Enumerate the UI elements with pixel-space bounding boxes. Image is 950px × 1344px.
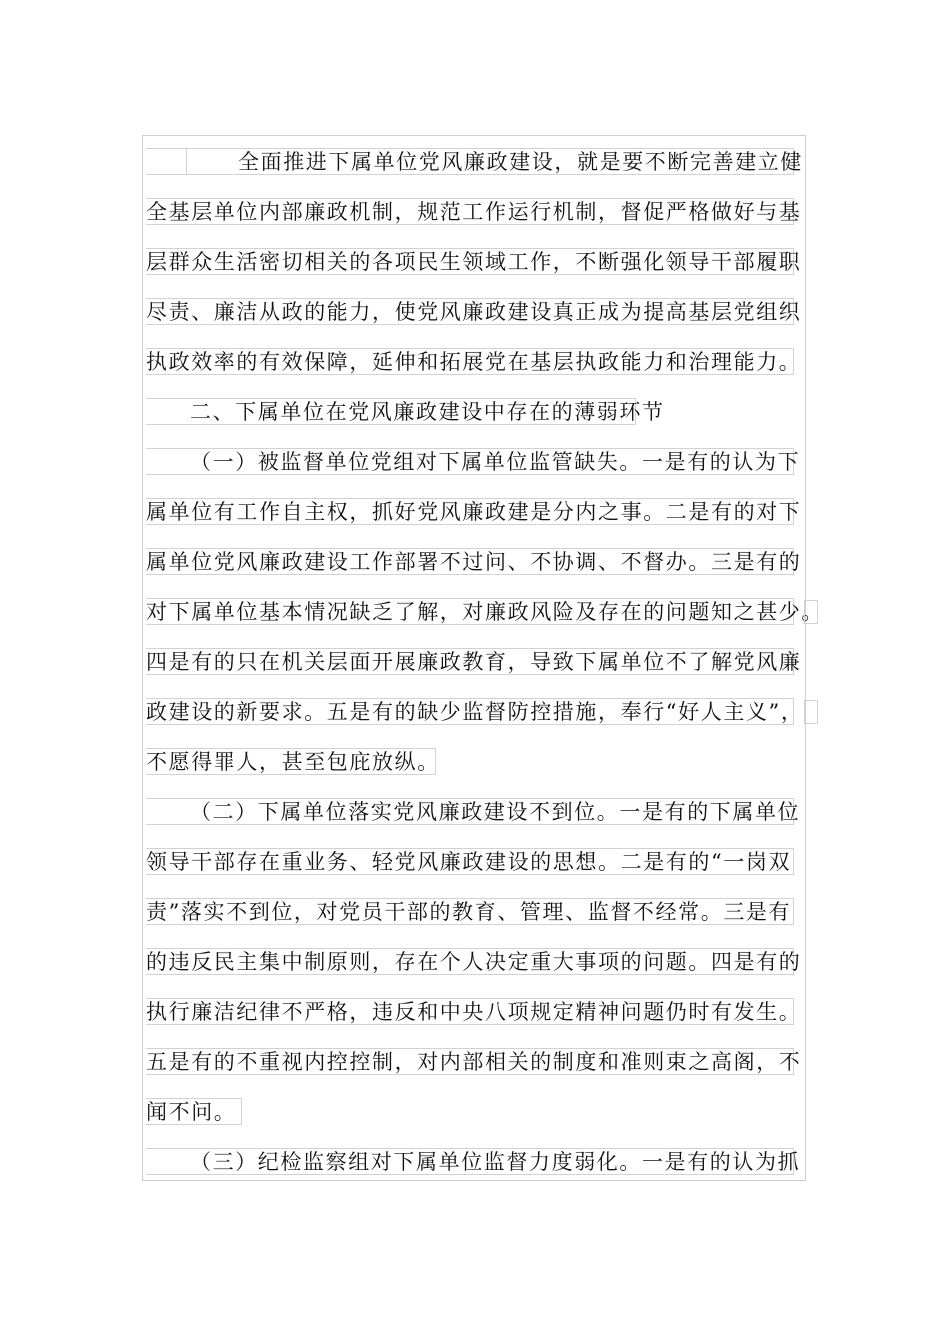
- text-line-2: 全基层单位内部廉政机制，规范工作运行机制，督促严格做好与基: [146, 200, 802, 224]
- text-line-7: （一）被监督单位党组对下属单位监管缺失。一是有的认为下: [146, 448, 794, 475]
- overflow-char-box: [804, 700, 818, 724]
- text-line-12: 政建设的新要求。五是有的缺少监督防控措施，奉行“好人主义”，: [146, 700, 804, 724]
- text-line-14: （二）下属单位落实党风廉政建设不到位。一是有的下属单位: [146, 798, 794, 825]
- text-line-19: 五是有的不重视内控控制，对内部相关的制度和准则束之高阁，不: [146, 1050, 802, 1074]
- text-line-8: 属单位有工作自主权，抓好党风廉政建是分内之事。二是有的对下: [146, 500, 802, 524]
- text-line-9: 属单位党风廉政建设工作部署不过问、不协调、不督办。三是有的: [146, 550, 802, 574]
- text-line-18: 执行廉洁纪律不严格，违反和中央八项规定精神问题仍时有发生。: [146, 1000, 802, 1024]
- text-line-20: 闻不问。: [146, 1098, 242, 1125]
- text-line-21: （三）纪检监察组对下属单位监督力度弱化。一是有的认为抓: [146, 1148, 794, 1175]
- text-line-15: 领导干部存在重业务、轻党风廉政建设的思想。二是有的“一岗双: [146, 848, 794, 875]
- text-line-11: 四是有的只在机关层面开展廉政教育，导致下属单位不了解党风廉: [146, 650, 802, 674]
- text-line-4: 尽责、廉洁从政的能力，使党风廉政建设真正成为提高基层党组织: [146, 300, 802, 324]
- section-heading: 二、下属单位在党风廉政建设中存在的薄弱环节: [146, 398, 636, 425]
- text-line-13: 不愿得罪人，甚至包庇放纵。: [146, 750, 440, 774]
- text-line-16: 责”落实不到位，对党员干部的教育、管理、监督不经常。三是有: [146, 898, 794, 925]
- text-line-10: 对下属单位基本情况缺乏了解，对廉政风险及存在的问题知之甚少。: [146, 600, 824, 624]
- text-line-17: 的违反民主集中制原则，存在个人决定重大事项的问题。四是有的: [146, 950, 802, 974]
- overflow-char-box: [804, 600, 818, 624]
- text-line-3: 层群众生活密切相关的各项民生领域工作，不断强化领导干部履职: [146, 250, 802, 274]
- text-line-1: 全面推进下属单位党风廉政建设，就是要不断完善建立健: [146, 148, 794, 175]
- text-line-5: 执政效率的有效保障，延伸和拓展党在基层执政能力和治理能力。: [146, 350, 802, 374]
